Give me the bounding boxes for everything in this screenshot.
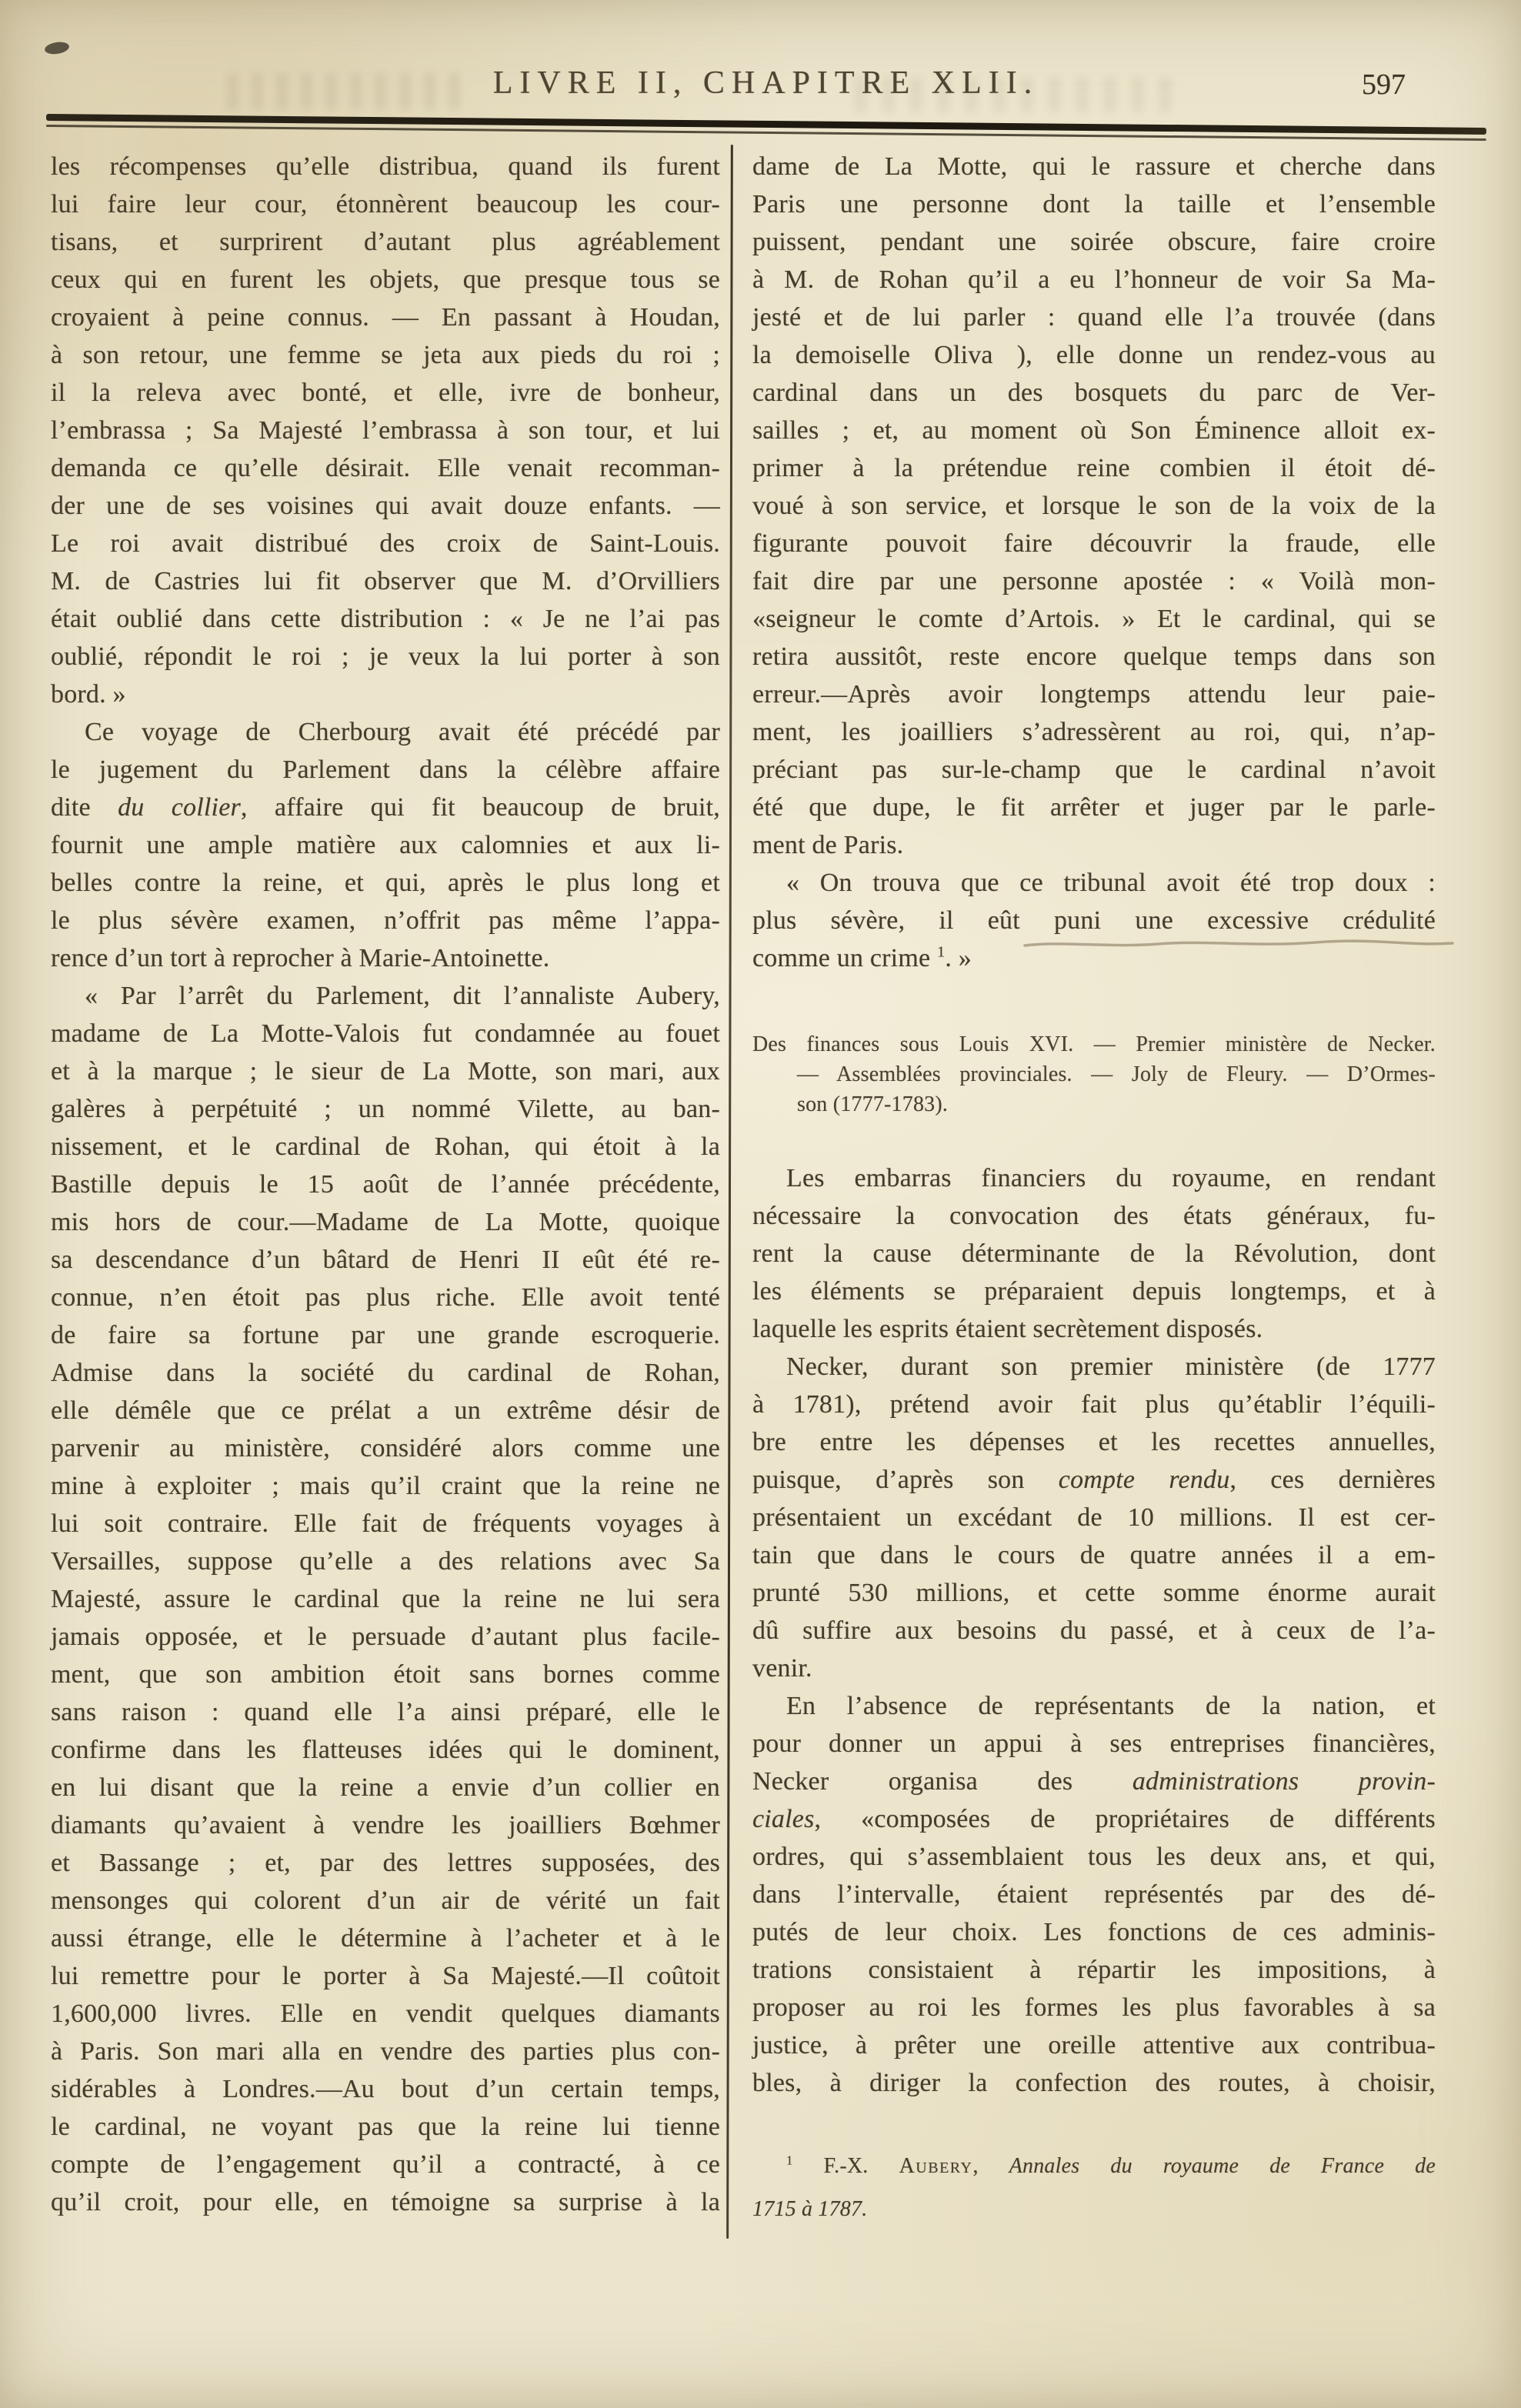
text-run: ordres, qui s’assemblaient tous les deux ans, et qui, xyxy=(752,1843,1436,1871)
paragraph xyxy=(51,977,720,2221)
text-run: laquelle les esprits étaient secrètement disposés. xyxy=(752,1315,1263,1343)
text-line xyxy=(752,336,1436,374)
text-run: erreur.—Après avoir longtemps attendu leur paie- xyxy=(752,680,1436,709)
text-line xyxy=(51,1467,720,1505)
text-run: mine à exploiter ; mais qu’il craint que la reine ne xyxy=(51,1472,720,1500)
text-run: aussi étrange, elle le détermine à l’acheter et à le xyxy=(51,1924,720,1953)
text-run: son (1777-1783). xyxy=(797,1092,949,1116)
text-run: Necker organisa des xyxy=(752,1767,1132,1796)
text-line xyxy=(51,977,720,1015)
text-run: le cardinal, ne voyant pas que la reine lui tienne xyxy=(51,2113,720,2141)
text-line xyxy=(51,525,720,562)
text-line xyxy=(51,1844,720,1882)
text-line xyxy=(51,1392,720,1429)
text-run: ment, les joailliers s’adressèrent au roi, qui, n’ap- xyxy=(752,718,1436,746)
text-run: le plus sévère examen, n’offrit pas même l’appa- xyxy=(51,906,720,935)
text-run: ciales xyxy=(752,1805,815,1833)
text-line xyxy=(51,412,720,449)
text-run: était oublié dans cette distribution : « Je ne l’ai pas xyxy=(51,605,720,633)
text-run: primer à la prétendue reine combien il étoit dé- xyxy=(752,454,1436,482)
text-line xyxy=(51,1656,720,1693)
text-line xyxy=(752,2145,1436,2188)
text-line xyxy=(752,449,1436,487)
text-run: ment de Paris. xyxy=(752,831,904,859)
paragraph xyxy=(752,148,1436,864)
text-line xyxy=(752,864,1436,902)
text-run: Les embarras financiers du royaume, en rendant xyxy=(786,1164,1436,1192)
text-run: compte rendu xyxy=(1058,1466,1230,1494)
text-run: putés de leur choix. Les fonctions de ces adminis- xyxy=(752,1918,1436,1946)
text-line xyxy=(51,223,720,261)
text-line xyxy=(752,1612,1436,1649)
text-run: ceux qui en furent les objets, que presque tous se xyxy=(51,265,720,294)
text-line xyxy=(752,1029,1436,1059)
paragraph xyxy=(752,864,1436,977)
text-line xyxy=(51,1505,720,1543)
text-line xyxy=(51,1203,720,1241)
text-run: figurante pouvoit faire découvrir la fraude, elle xyxy=(752,529,1436,558)
text-run: Necker, durant son premier ministère (de 1777 xyxy=(786,1352,1436,1381)
text-run: dû suffire aux besoins du passé, et à ceux de l’a- xyxy=(752,1616,1436,1645)
text-line xyxy=(51,1052,720,1090)
text-run: der une de ses voisines qui avait douze enfants. — xyxy=(51,492,720,520)
text-run: demanda ce qu’elle désirait. Elle venait recomman- xyxy=(51,454,720,482)
text-line xyxy=(51,1543,720,1580)
text-line xyxy=(752,2026,1436,2064)
chapter-summary xyxy=(752,1029,1436,1119)
text-line xyxy=(51,751,720,789)
text-line xyxy=(51,487,720,525)
text-run: puisque, d’après son xyxy=(752,1466,1059,1494)
text-run: mensonges qui colorent d’un air de vérité un fait xyxy=(51,1886,720,1915)
text-run: à 1781), prétend avoir fait plus qu’établir l’équili- xyxy=(752,1390,1436,1419)
text-run: à son retour, une femme se jeta aux pieds du roi ; xyxy=(51,341,720,369)
text-line xyxy=(752,1461,1436,1499)
text-line xyxy=(51,1354,720,1392)
text-run: croyaient à peine connus. — En passant à Houdan, xyxy=(51,303,720,332)
text-run: «seigneur le comte d’Artois. » Et le cardinal, qui se xyxy=(752,605,1436,633)
text-run: Le roi avait distribué des croix de Saint-Louis. xyxy=(51,529,720,558)
paragraph xyxy=(752,1687,1436,2102)
column-divider xyxy=(726,145,733,2239)
text-line xyxy=(752,1536,1436,1574)
text-line xyxy=(752,562,1436,600)
text-line xyxy=(752,412,1436,449)
text-line xyxy=(51,600,720,638)
text-run: tisans, et surprirent d’autant plus agréablement xyxy=(51,228,720,256)
text-line xyxy=(752,148,1436,185)
text-line xyxy=(752,2064,1436,2102)
text-line xyxy=(752,1763,1436,1800)
text-run: jamais opposée, et le persuade d’autant plus facile- xyxy=(51,1623,720,1651)
text-run: dame de La Motte, qui le rassure et cherche dans xyxy=(752,152,1436,181)
paragraph xyxy=(752,1348,1436,1687)
text-line xyxy=(51,185,720,223)
text-line xyxy=(51,2108,720,2146)
text-line xyxy=(752,2188,1436,2231)
text-line xyxy=(752,751,1436,789)
text-run: 1 xyxy=(936,943,946,961)
text-run: galères à perpétuité ; un nommé Vilette, au ban- xyxy=(51,1095,720,1123)
text-line xyxy=(752,298,1436,336)
text-line xyxy=(752,1235,1436,1272)
text-run: 1 xyxy=(786,2153,793,2168)
text-line xyxy=(51,1429,720,1467)
text-line xyxy=(752,1348,1436,1386)
header-rule xyxy=(46,114,1486,141)
text-run: lui faire leur cour, étonnèrent beaucoup les cour- xyxy=(51,190,720,218)
text-line xyxy=(51,1618,720,1656)
text-line xyxy=(51,1166,720,1203)
text-line xyxy=(752,525,1436,562)
text-run: sans raison : quand elle l’a ainsi préparé, elle le xyxy=(51,1698,720,1726)
text-run: belles contre la reine, et qui, après le plus long et xyxy=(51,869,720,897)
text-run: 1,600,000 livres. Elle en vendit quelques diamants xyxy=(51,1999,720,2028)
text-run: , affaire qui fit beaucoup de bruit, xyxy=(240,793,720,822)
text-line xyxy=(752,487,1436,525)
running-head: LIVRE II, CHAPITRE XLII. xyxy=(492,65,1039,101)
text-line xyxy=(51,562,720,600)
text-line xyxy=(51,1241,720,1279)
right-column xyxy=(752,148,1436,2231)
text-line xyxy=(752,1059,1436,1089)
text-run: Majesté, assure le cardinal que la reine ne lui sera xyxy=(51,1585,720,1613)
text-run: du collier xyxy=(118,793,241,822)
text-line xyxy=(752,1310,1436,1348)
text-line xyxy=(51,336,720,374)
text-run: « Par l’arrêt du Parlement, dit l’annaliste Aubery, xyxy=(85,982,720,1010)
text-run: ment, que son ambition étoit sans bornes comme xyxy=(51,1660,720,1689)
text-line xyxy=(51,1128,720,1166)
text-line xyxy=(752,1159,1436,1197)
text-line xyxy=(752,1574,1436,1612)
text-run: la demoiselle Oliva ), elle donne un rendez-vous au xyxy=(752,341,1436,369)
text-run: venir. xyxy=(752,1654,812,1683)
page-number: 597 xyxy=(1362,68,1406,101)
text-run: En l’absence de représentants de la nation, et xyxy=(786,1692,1436,1720)
text-run: , «composées de propriétaires de différents xyxy=(814,1805,1436,1833)
text-run: à M. de Rohan qu’il a eu l’honneur de voir Sa Ma- xyxy=(752,265,1436,294)
text-run: Admise dans la société du cardinal de Rohan, xyxy=(51,1359,720,1387)
text-line xyxy=(752,223,1436,261)
text-line xyxy=(752,675,1436,713)
text-line xyxy=(752,1989,1436,2026)
left-column xyxy=(51,148,720,2221)
text-run: sailles ; et, au moment où Son Éminence alloit ex- xyxy=(752,416,1436,445)
text-run: Aubery xyxy=(899,2154,973,2178)
text-run: été que dupe, le fit arrêter et juger par le parle- xyxy=(752,793,1436,822)
text-line xyxy=(752,1725,1436,1763)
text-run: les éléments se préparaient depuis longtemps, et à xyxy=(752,1277,1436,1306)
text-run: compte de l’engagement qu’il a contracté, à ce xyxy=(51,2150,720,2179)
pencil-underline-mark xyxy=(1023,939,1454,951)
text-run: administrations provin- xyxy=(1132,1767,1436,1796)
text-run: prunté 530 millions, et cette somme énorme aurait xyxy=(752,1579,1436,1607)
text-line xyxy=(51,298,720,336)
text-run: pour donner un appui à ses entreprises financières, xyxy=(752,1729,1436,1758)
text-line xyxy=(51,1279,720,1316)
text-run: l’embrassa ; Sa Majesté l’embrassa à son tour, et lui xyxy=(51,416,720,445)
text-run: rence d’un tort à reprocher à Marie-Antoinette. xyxy=(51,944,550,972)
text-run: cardinal dans un des bosquets du parc de Ver- xyxy=(752,379,1436,407)
text-run: diamants qu’avaient à vendre les joailliers Bœhmer xyxy=(51,1811,720,1839)
text-line xyxy=(752,713,1436,751)
text-run: confirme dans les flatteuses idées qui le dominent, xyxy=(51,1736,720,1764)
text-run: il la releva avec bonté, et elle, ivre de bonheur, xyxy=(51,379,720,407)
text-line xyxy=(752,638,1436,675)
text-run: trations consistaient à répartir les impositions, à xyxy=(752,1956,1436,1984)
text-run: retira aussitôt, reste encore quelque temps dans son xyxy=(752,642,1436,671)
text-line xyxy=(51,1693,720,1731)
text-run: M. de Castries lui fit observer que M. d’Orvilliers xyxy=(51,567,720,595)
text-line xyxy=(752,1423,1436,1461)
text-run: nissement, et le cardinal de Rohan, qui étoit à la xyxy=(51,1132,720,1161)
text-run: jesté et de lui parler : quand elle l’a trouvée (dans xyxy=(752,303,1436,332)
text-run: et Bassange ; et, par des lettres supposées, des xyxy=(51,1849,720,1877)
text-line xyxy=(51,638,720,675)
text-run: Paris une personne dont la taille et l’ensemble xyxy=(752,190,1436,218)
text-run: préciant pas sur-le-champ que le cardinal n’avoit xyxy=(752,755,1436,784)
text-line xyxy=(752,1089,1436,1119)
text-run: qu’il croit, pour elle, en témoigne sa surprise à la xyxy=(51,2188,720,2216)
text-run: , xyxy=(972,2154,1009,2178)
text-run: le jugement du Parlement dans la célèbre affaire xyxy=(51,755,720,784)
text-line xyxy=(752,826,1436,864)
text-run: comme un crime xyxy=(752,944,937,972)
text-line xyxy=(51,1995,720,2033)
text-run: bre entre les dépenses et les recettes annuelles, xyxy=(752,1428,1436,1456)
text-line xyxy=(752,1197,1436,1235)
text-run: dite xyxy=(51,793,118,822)
text-run: sa descendance d’un bâtard de Henri II eût été re- xyxy=(51,1246,720,1274)
text-run: « On trouva que ce tribunal avoit été trop doux : xyxy=(786,869,1436,897)
text-line xyxy=(752,1800,1436,1838)
text-line xyxy=(51,713,720,751)
text-run: justice, à prêter une oreille attentive aux contribua- xyxy=(752,2031,1436,2059)
text-run: les récompenses qu’elle distribua, quand ils furent xyxy=(51,152,720,181)
text-line xyxy=(752,1951,1436,1989)
text-line xyxy=(51,939,720,977)
text-run: , ces dernières xyxy=(1229,1466,1436,1494)
text-line xyxy=(51,374,720,412)
text-run: tain que dans le cours de quatre années il a em- xyxy=(752,1541,1436,1569)
text-run: — Assemblées provinciales. — Joly de Fleury. — D’Ormes- xyxy=(797,1062,1436,1086)
footnote xyxy=(752,2145,1436,2231)
text-run: mis hors de cour.—Madame de La Motte, quoique xyxy=(51,1208,720,1236)
text-line xyxy=(51,864,720,902)
text-line xyxy=(752,185,1436,223)
text-run: bord. » xyxy=(51,680,126,709)
paragraph xyxy=(752,1159,1436,1348)
text-run: Bastille depuis le 15 août de l’année précédente, xyxy=(51,1170,720,1199)
text-run: Versailles, suppose qu’elle a des relations avec Sa xyxy=(51,1547,720,1576)
text-run: Ce voyage de Cherbourg avait été précédé par xyxy=(85,718,720,746)
paragraph xyxy=(51,148,720,713)
paragraph xyxy=(51,713,720,977)
text-run: rent la cause déterminante de la Révolution, dont xyxy=(752,1239,1436,1268)
text-run: dans l’intervalle, étaient représentés par des dé- xyxy=(752,1880,1436,1909)
text-run: à Paris. Son mari alla en vendre des parties plus con- xyxy=(51,2037,720,2066)
text-line xyxy=(51,2146,720,2183)
text-line xyxy=(51,1806,720,1844)
text-run: proposer au roi les formes les plus favorables à sa xyxy=(752,1993,1436,2022)
text-run: de faire sa fortune par une grande escroquerie. xyxy=(51,1321,720,1349)
text-line xyxy=(51,826,720,864)
text-run: présentaient un excédant de 10 millions. Il est cer- xyxy=(752,1503,1436,1532)
text-line xyxy=(51,449,720,487)
text-line xyxy=(752,1876,1436,1913)
ink-blot xyxy=(44,41,70,56)
text-run: Des finances sous Louis XVI. — Premier ministère de Necker. xyxy=(752,1032,1436,1056)
text-run: F.-X. xyxy=(792,2154,899,2178)
text-run: parvenir au ministère, considéré alors comme une xyxy=(51,1434,720,1462)
text-run: voué à son service, et lorsque le son de la voix de la xyxy=(752,492,1436,520)
text-line xyxy=(51,1731,720,1769)
text-line xyxy=(51,902,720,939)
text-line xyxy=(752,789,1436,826)
text-line xyxy=(752,1913,1436,1951)
text-run: sidérables à Londres.—Au bout d’un certain temps, xyxy=(51,2075,720,2103)
text-run: fait dire par une personne apostée : « Voilà mon- xyxy=(752,567,1436,595)
text-run: bles, à diriger la confection des routes, à choisir, xyxy=(752,2069,1436,2097)
text-line xyxy=(51,261,720,298)
text-line xyxy=(752,374,1436,412)
text-run: madame de La Motte-Valois fut condamnée au fouet xyxy=(51,1019,720,1048)
text-run: fournit une ample matière aux calomnies et aux li- xyxy=(51,831,720,859)
text-run: lui remettre pour le porter à Sa Majesté.—Il coûtoit xyxy=(51,1962,720,1990)
text-run: nécessaire la convocation des états généraux, fu- xyxy=(752,1202,1436,1230)
text-run: plus sévère, il eût puni une excessive crédulité xyxy=(752,906,1436,935)
text-line xyxy=(752,1386,1436,1423)
text-run: elle démêle que ce prélat a un extrême désir de xyxy=(51,1396,720,1425)
text-line xyxy=(51,1580,720,1618)
text-run: Annales du royaume de France de xyxy=(1009,2154,1436,2178)
text-run: puissent, pendant une soirée obscure, faire croire xyxy=(752,228,1436,256)
text-run: lui soit contraire. Elle fait de fréquents voyages à xyxy=(51,1509,720,1538)
text-line xyxy=(51,2183,720,2221)
text-run: oublié, répondit le roi ; je veux la lui porter à son xyxy=(51,642,720,671)
text-line xyxy=(51,1769,720,1806)
text-line xyxy=(51,1882,720,1919)
text-line xyxy=(752,1838,1436,1876)
text-line xyxy=(51,1090,720,1128)
text-line xyxy=(51,789,720,826)
text-line xyxy=(51,2033,720,2070)
text-line xyxy=(752,261,1436,298)
text-run: . » xyxy=(945,944,972,972)
text-line xyxy=(752,1687,1436,1725)
text-run: connue, n’en étoit pas plus riche. Elle avoit tenté xyxy=(51,1283,720,1312)
text-line xyxy=(51,675,720,713)
text-line xyxy=(51,1957,720,1995)
text-line xyxy=(51,2070,720,2108)
text-line xyxy=(752,1272,1436,1310)
text-line xyxy=(51,1316,720,1354)
text-line xyxy=(752,1499,1436,1536)
text-line xyxy=(51,1919,720,1957)
text-run: 1715 à 1787. xyxy=(752,2197,868,2221)
text-line xyxy=(752,1649,1436,1687)
text-line xyxy=(51,1015,720,1052)
text-line xyxy=(51,148,720,185)
text-line xyxy=(752,902,1436,939)
text-run: et à la marque ; le sieur de La Motte, son mari, aux xyxy=(51,1057,720,1086)
text-run: en lui disant que la reine a envie d’un collier en xyxy=(51,1773,720,1802)
text-line xyxy=(752,600,1436,638)
